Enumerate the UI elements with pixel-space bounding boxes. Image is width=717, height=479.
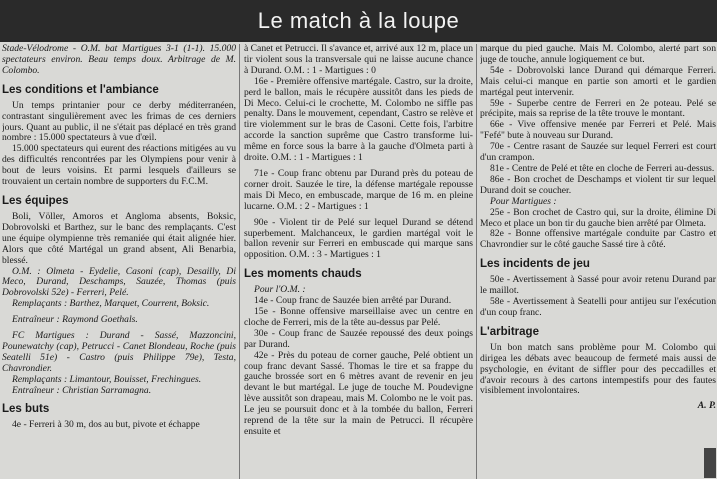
fcm-substitutes: Remplaçants : Limantour, Bouisset, Frechingues. — [12, 373, 202, 385]
match-summary: Stade-Vélodrome - O.M. bat Martigues 3-1 (1-1). 15.000 spectateurs environ. Beau temps doux. Arbitrage de M. Colombo. — [2, 44, 236, 76]
paragraph: 25e - Bon crochet de Castro qui, sur la droite, élimine Di Meco et place un bon tir du gauche bien arrêté par Olmeta. — [480, 206, 716, 229]
paragraph: 86e - Bon crochet de Deschamps et violent tir sur lequel Durand doit se coucher. — [480, 173, 716, 196]
paragraph: 71e - Coup franc obtenu par Durand près du poteau de corner droit. Sauzée le tire, la défense martégale repousse mais Di Meco, en embuscade, marque de 16 m. en pleine lucarne. O.M. : 2 - Martigues : 1 — [244, 167, 473, 212]
om-substitutes: Remplaçants : Barthez, Marquet, Courrent, Boksic. — [12, 298, 210, 310]
paragraph: 58e - Avertissement à Seatelli pour antijeu sur l'exécution d'un coup franc. — [480, 296, 716, 318]
paragraph: 30e - Coup franc de Sauzée repoussé des deux poings par Durand. — [244, 327, 473, 350]
column-3 — [480, 44, 716, 479]
paragraph: 59e - Superbe centre de Ferreri en 2e poteau. Pelé se précipite, mais sa reprise de la tête trouve le montant. — [480, 97, 716, 120]
paragraph: 15e - Bonne offensive marseillaise avec un centre en cloche de Ferreri, mis de la tête au-dessus par Pelé. — [244, 306, 473, 328]
subheading-martigues: Pour Martigues : — [490, 195, 557, 207]
paragraph: 42e - Près du poteau de corner gauche, Pelé obtient un coup franc devant Sassé. Thomas le tire et sa frappe du gauche brossée sort en 6 mètres avant de revenir en jeu devant le but martégal. Le juge de touche M. Poudevigne lève aussitôt son drapeau, mais M. Colombo ne le voit pas. Le jeu se poursuit donc et à la tombée du ballon, Ferreri reprend de la tête sur la main de Petrucci. Il récupère ensuite et — [244, 349, 473, 437]
column-2 — [244, 44, 473, 479]
paragraph: Un bon match sans problème pour M. Colombo qui dirigea les débats avec beaucoup de fermeté mais aussi de psychologie, en évitant de siffler pour des peccadilles et d'avoir recours à des cartons intempestifs pour des fautes visiblement involontaires. — [480, 341, 716, 397]
paragraph: 16e - Première offensive martégale. Castro, sur la droite, perd le ballon, mais le récupère aussitôt dans les pieds de Di Meco. Celui-ci le crochette, M. Colombo ne siffle pas penalty. Dans le mouvement, cependant, Castro se relève et tire violemment sur le bras de Casoni. Cette fois, l'arbitre accorde la sanction suprême que Castro transforme lui-même en force sous la barre à la gauche d'Olmeta parti à droite. O.M. : 1 - Martigues : 1 — [244, 75, 473, 164]
fcm-lineup: FC Martigues : Durand - Sassé, Mazzoncini, Pounewatchy (cap), Petrucci - Canet Blondeau, Roche (puis Seatelli 51e) - Castro (puis Philippe 79e), Testa, Chavrondier. — [2, 330, 236, 374]
column-divider — [476, 44, 477, 479]
paragraph: 82e - Bonne offensive martégale conduite par Castro et Chavrondier sur le côté gauche Sassé tire à côté. — [480, 228, 716, 251]
paragraph: Boli, Völler, Amoros et Angloma absents, Boksic, Dobrovolski et Barthez, sur le banc des remplaçants. C'est une équipe olympienne très remaniée qui était alignée hier. Alors que côté Martégal un grand absent, Ali Benarbia, blessé. — [2, 210, 236, 266]
paragraph: 70e - Centre rasant de Sauzée sur lequel Ferreri est court d'un crampon. — [480, 141, 716, 164]
paragraph: 4e - Ferreri à 30 m, dos au but, pivote et échappe — [12, 419, 200, 431]
paragraph: 50e - Avertissement à Sassé pour avoir retenu Durand par le maillot. — [480, 274, 716, 297]
paragraph: 81e - Centre de Pelé et tête en cloche de Ferreri au-dessus. — [490, 162, 715, 174]
paragraph: Un temps printanier pour ce derby méditerranéen, contrastant singulièrement avec les frimas de ces derniers jours. Quant au public, il ne s'était pas déplacé en très grand nombre : 15.000 spectateurs à vue d'œil. — [2, 99, 236, 144]
fcm-coach: Entraîneur : Christian Sarramagna. — [12, 384, 152, 396]
column-divider — [239, 44, 240, 479]
paragraph: 90e - Violent tir de Pelé sur lequel Durand se détend superbement. Malchanceux, le gardien martégal voit le ballon revenir sur Ferreri en embuscade qui marque sans opposition. O.M. : 3 - Martigues : 1 — [244, 216, 473, 261]
om-lineup: O.M. : Olmeta - Eydelie, Casoni (cap), Desailly, Di Meco, Durand, Deschamps, Sauzée, Thomas (puis Dobrovolski 52e) - Ferreri, Pelé. — [2, 265, 236, 299]
heading-buts: Les buts — [2, 403, 50, 416]
paragraph: marque du pied gauche. Mais M. Colombo, alerté part son juge de touche, annule logiquement ce but. — [480, 44, 716, 65]
heading-arbitrage: L'arbitrage — [480, 325, 539, 338]
column-1 — [2, 44, 236, 479]
paragraph: à Canet et Petrucci. Il s'avance et, arrivé aux 12 m, place un tir violent sous la transversale qui ne laisse aucune chance à Durand. O.M. : 1 - Martigues : 0 — [244, 44, 473, 76]
author-signature: A. P. — [697, 400, 716, 412]
heading-incidents: Les incidents de jeu — [480, 258, 590, 271]
om-coach: Entraîneur : Raymond Goethals. — [12, 314, 138, 326]
page-edge-mark — [704, 448, 716, 478]
paragraph: 66e - Vive offensive menée par Ferreri et Pelé. Mais "Fefé" bute à nouveau sur Durand. — [480, 119, 716, 142]
heading-equipes: Les équipes — [2, 194, 69, 207]
heading-conditions: Les conditions et l'ambiance — [2, 83, 159, 96]
subheading-om: Pour l'O.M. : — [254, 284, 306, 296]
paragraph: 15.000 spectateurs qui eurent des réactions mitigées au vu des difficultés rencontrées par les Olympiens pour venir à bout de leurs voisins. Et parmi lesquels d'ailleurs se trouvaient un certain nombre de supporters du F.C.M. — [2, 143, 236, 188]
paragraph: 54e - Dobrovolski lance Durand qui démarque Ferreri. Mais celui-ci manque en partie son amorti et le gardien martégal peut intervenir. — [480, 64, 716, 98]
paragraph: 14e - Coup franc de Sauzée bien arrêté par Durand. — [254, 295, 452, 307]
heading-moments: Les moments chauds — [244, 268, 362, 281]
page-title: Le match à la loupe — [0, 0, 717, 42]
